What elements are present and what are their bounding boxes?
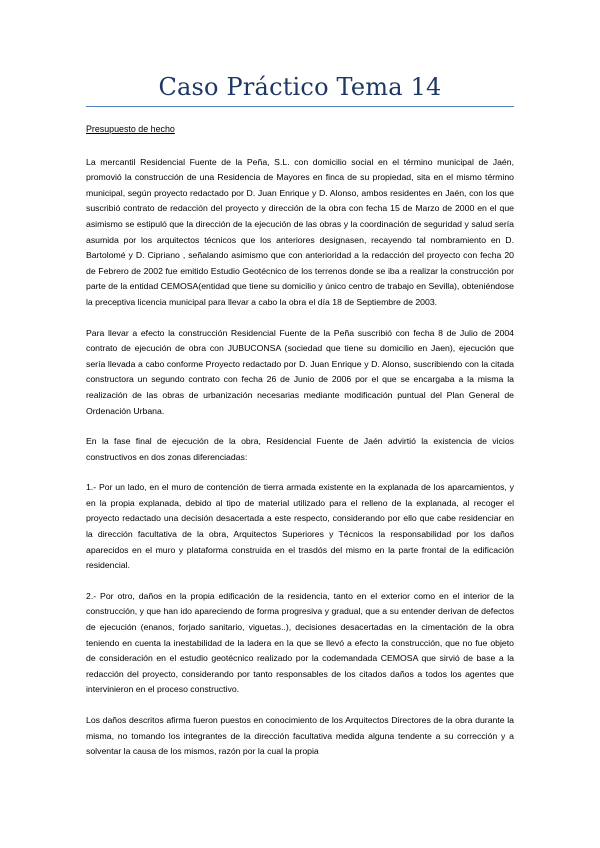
page-title: Caso Práctico Tema 14 (158, 73, 442, 101)
paragraph-5: 2.- Por otro, daños en la propia edificación de la residencia, tanto en el exterior como en el interior de la construcción, y que han ido apareciendo de forma progresiva y gradual, que a su entender derivan de defectos de ejecución (enanos, forjado sanitario, viguetas..), decisiones desacertadas en la cimentación de la obra teniendo en cuenta la inestabilidad de la ladera en la que se llevó a efecto la construcción, que no fue objeto de consideración en el estudio geotécnico realizado por la codemandada CEMOSA que sirvió de base a la redacción del proyecto, considerando por tanto responsables de los citados daños a todos los agentes que intervinieron en el proceso constructivo. (86, 590, 514, 695)
title-underline-rule (86, 106, 514, 107)
paragraph-3: En la fase final de ejecución de la obra, Residencial Fuente de Jaén advirtió la existencia de vicios constructivos en dos zonas diferenciadas: (86, 436, 514, 462)
paragraph-1: La mercantil Residencial Fuente de la Peña, S.L. con domicilio social en el término municipal de Jaén, promovió la construcción de una Residencia de Mayores en finca de su propiedad, sita en el mismo término municipal, según proyecto redactado por D. Juan Enrique y D. Alonso, ambos residentes en Jaén, con los que suscribió contrato de redacción del proyecto y dirección de la obra con fecha 15 de Marzo de 2000 en el que asimismo se estipuló que la dirección de la ejecución de las obras y la coordinación de seguridad y salud sería asumida por los arquitectos técnicos que los anteriores designasen, recayendo tal nombramiento en D. Bartolomé y D. Cipriano , señalando asimismo que con anterioridad a la redacción del proyecto con fecha 20 de Febrero de 2002 fue emitido Estudio Geotécnico de los terrenos donde se iba a realizar la construcción por parte de la entidad CEMOSA(entidad que tiene su domicilio y único centro de trabajo en Sevilla), obteniéndose la preceptiva licencia municipal para llevar a cabo la obra el día 18 de Septiembre de 2003. (86, 156, 514, 307)
paragraph-2: Para llevar a efecto la construcción Residencial Fuente de la Peña suscribió con fecha 8 de Julio de 2004 contrato de ejecución de obra con JUBUCONSA (sociedad que tiene su domicilio en Jaen), ejecución que sería llevada a cabo conforme Proyecto redactado por D. Juan Enrique y D. Alonso, suscribiendo con la citada constructora un segundo contrato con fecha 26 de Junio de 2006 por el que se encargaba a la misma la realización de las obras de urbanización necesarias mediante modificación puntual del Plan General de Ordenación Urbana. (86, 327, 514, 416)
document-body (86, 122, 514, 775)
section-heading: Presupuesto de hecho (86, 124, 175, 134)
paragraph-4: 1.- Por un lado, en el muro de contención de tierra armada existente en la explanada de los aparcamientos, y en la propia explanada, debido al tipo de material utilizado para el relleno de la explanada, al recoger el proyecto redactado una decisión desacertada a este respecto, considerando por ello que cabe residenciar en la dirección facultativa de la obra, Arquitectos Superiores y Técnicos la responsabilidad por los daños aparecidos en el muro y plataforma construida en el trasdós del mismo en la parte frontal de la edificación residencial. (86, 482, 514, 571)
paragraph-6: Los daños descritos afirma fueron puestos en conocimiento de los Arquitectos Directores de la obra durante la misma, no tomando los integrantes de la dirección facultativa medida alguna tendente a su corrección y a solventar la causa de los mismos, razón por la cual la propia (86, 715, 514, 757)
